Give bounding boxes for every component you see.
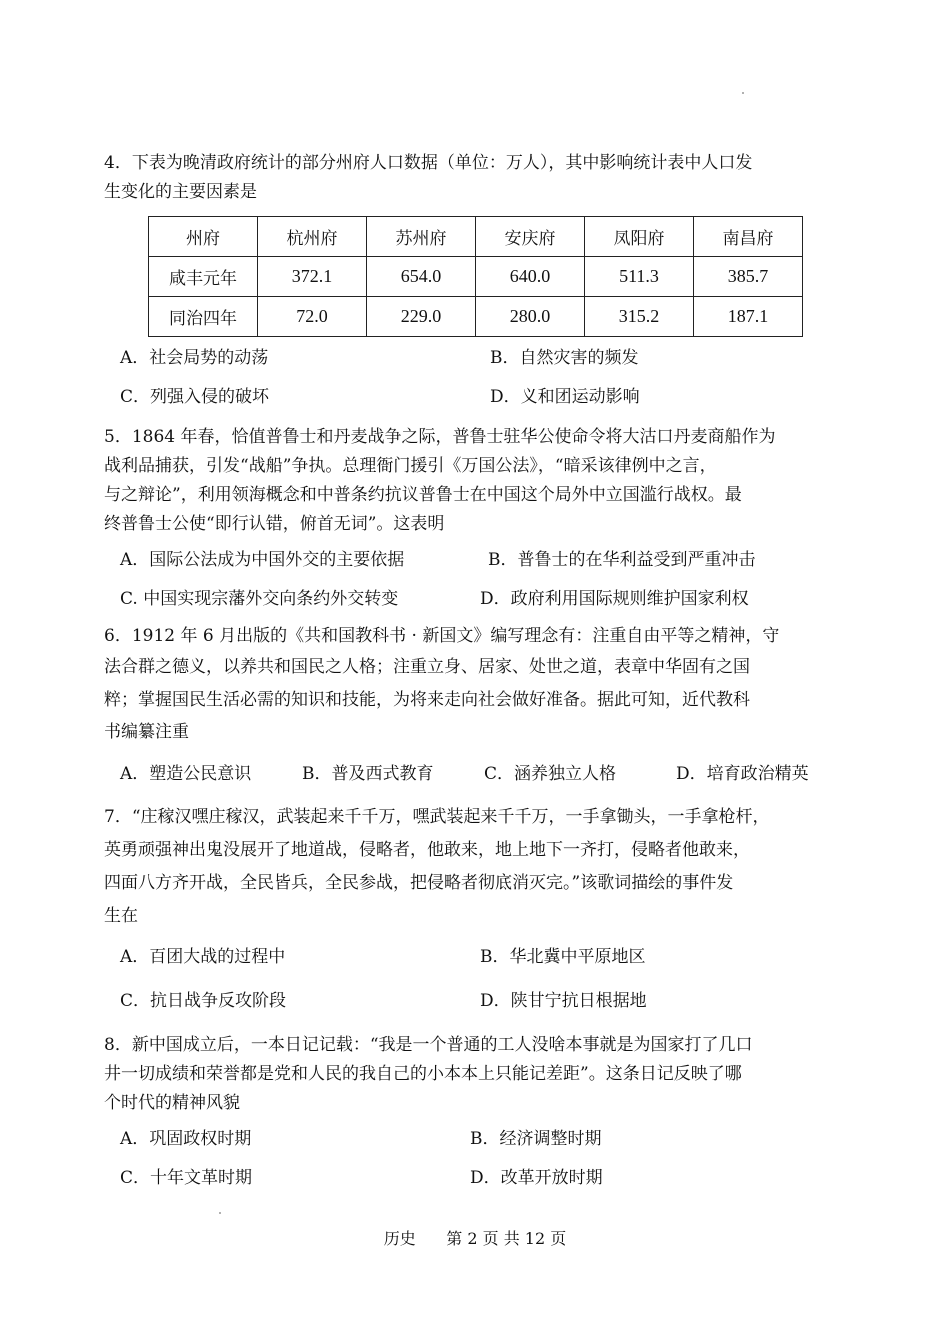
table-row [149, 257, 803, 297]
q8-stem-line-2: 井一切成绩和荣誉都是党和人民的我自己的小本本上只能记差距”。这条日记反映了哪 [104, 1064, 742, 1084]
q4-option-c: C．列强入侵的破坏 [120, 387, 270, 407]
q5-stem-line-4: 终普鲁士公使“即行认错，俯首无词”。这表明 [104, 514, 445, 534]
q6-option-a: A．塑造公民意识 [120, 764, 252, 784]
page-number-text: 历史 第 2 页 共 12 页 [383, 1229, 567, 1248]
q6-option-c: C．涵养独立人格 [484, 764, 617, 784]
table-cell: 511.3 [585, 257, 694, 297]
table-cell: 640.0 [476, 257, 585, 297]
table-cell: 654.0 [367, 257, 476, 297]
q6-stem-line-4: 书编纂注重 [104, 722, 189, 742]
table-cell: 72.0 [258, 297, 367, 337]
q7-stem-line-1: 7．“庄稼汉嘿庄稼汉，武装起来千千万，嘿武装起来千千万，一手拿锄头，一手拿枪杆， [104, 807, 770, 827]
q6-option-d: D．培育政治精英 [676, 764, 809, 784]
table-cell: 咸丰元年 [149, 257, 258, 297]
population-table [148, 216, 803, 337]
table-header-cell: 安庆府 [476, 217, 585, 257]
speck-dot [742, 92, 744, 94]
table-header-cell: 州府 [149, 217, 258, 257]
table-header-cell: 杭州府 [258, 217, 367, 257]
q5-option-d: D．政府利用国际规则维护国家利权 [480, 589, 749, 609]
q7-stem-line-4: 生在 [104, 906, 138, 926]
table-header-cell: 南昌府 [694, 217, 803, 257]
q5-stem-line-1: 5．1864 年春，恰值普鲁士和丹麦战争之际，普鲁士驻华公使命令将大沽口丹麦商船作为 [104, 427, 776, 447]
q4-stem-line-2: 生变化的主要因素是 [104, 182, 257, 202]
q7-option-c: C．抗日战争反攻阶段 [120, 991, 287, 1011]
table-cell: 同治四年 [149, 297, 258, 337]
q5-stem-line-2: 战利品捕获，引发“战船”争执。总理衙门援引《万国公法》，“暗采该律例中之言， [104, 456, 717, 476]
table-cell: 315.2 [585, 297, 694, 337]
table-cell: 229.0 [367, 297, 476, 337]
table-row [149, 297, 803, 337]
speck-dot [219, 1212, 221, 1214]
q7-option-b: B．华北冀中平原地区 [480, 947, 646, 967]
q7-option-d: D．陕甘宁抗日根据地 [480, 991, 647, 1011]
q7-stem-line-3: 四面八方齐开战，全民皆兵，全民参战，把侵略者彻底消灭完。”该歌词描绘的事件发 [104, 873, 734, 893]
table-cell: 187.1 [694, 297, 803, 337]
table-cell: 385.7 [694, 257, 803, 297]
q5-option-a: A．国际公法成为中国外交的主要依据 [120, 550, 405, 570]
q8-option-d: D．改革开放时期 [470, 1168, 603, 1188]
q7-stem-line-2: 英勇顽强神出鬼没展开了地道战，侵略者，他敢来，地上地下一齐打，侵略者他敢来， [104, 840, 750, 860]
table-header-row [149, 217, 803, 257]
q4-option-d: D．义和团运动影响 [490, 387, 640, 407]
q6-option-b: B．普及西式教育 [302, 764, 434, 784]
q7-option-a: A．百团大战的过程中 [120, 947, 286, 967]
q5-option-b: B．普鲁士的在华利益受到严重冲击 [488, 550, 756, 570]
q8-option-a: A．巩固政权时期 [120, 1129, 252, 1149]
q4-option-b: B．自然灾害的频发 [490, 348, 639, 368]
q8-stem-line-3: 个时代的精神风貌 [104, 1093, 240, 1113]
table-header-cell: 凤阳府 [585, 217, 694, 257]
q8-option-c: C．十年文革时期 [120, 1168, 253, 1188]
q4-option-a: A．社会局势的动荡 [120, 348, 269, 368]
q5-option-c: C. 中国实现宗藩外交向条约外交转变 [120, 589, 399, 609]
q8-option-b: B．经济调整时期 [470, 1129, 602, 1149]
q6-stem-line-1: 6．1912 年 6 月出版的《共和国教科书 · 新国文》编写理念有：注重自由平等之精神，守 [104, 626, 780, 646]
table-cell: 280.0 [476, 297, 585, 337]
q6-stem-line-3: 粹；掌握国民生活必需的知识和技能，为将来走向社会做好准备。据此可知，近代教科 [104, 690, 750, 710]
page-footer [0, 1228, 950, 1250]
table-cell: 372.1 [258, 257, 367, 297]
q4-stem-line-1: 4．下表为晚清政府统计的部分州府人口数据（单位：万人），其中影响统计表中人口发 [104, 153, 753, 173]
q6-stem-line-2: 法合群之德义，以养共和国民之人格；注重立身、居家、处世之道，表章中华固有之国 [104, 657, 750, 677]
table-header-cell: 苏州府 [367, 217, 476, 257]
q8-stem-line-1: 8．新中国成立后，一本日记记载：“我是一个普通的工人没啥本事就是为国家打了几口 [104, 1035, 753, 1055]
q5-stem-line-3: 与之辩论”，利用领海概念和中普条约抗议普鲁士在中国这个局外中立国滥行战权。最 [104, 485, 742, 505]
